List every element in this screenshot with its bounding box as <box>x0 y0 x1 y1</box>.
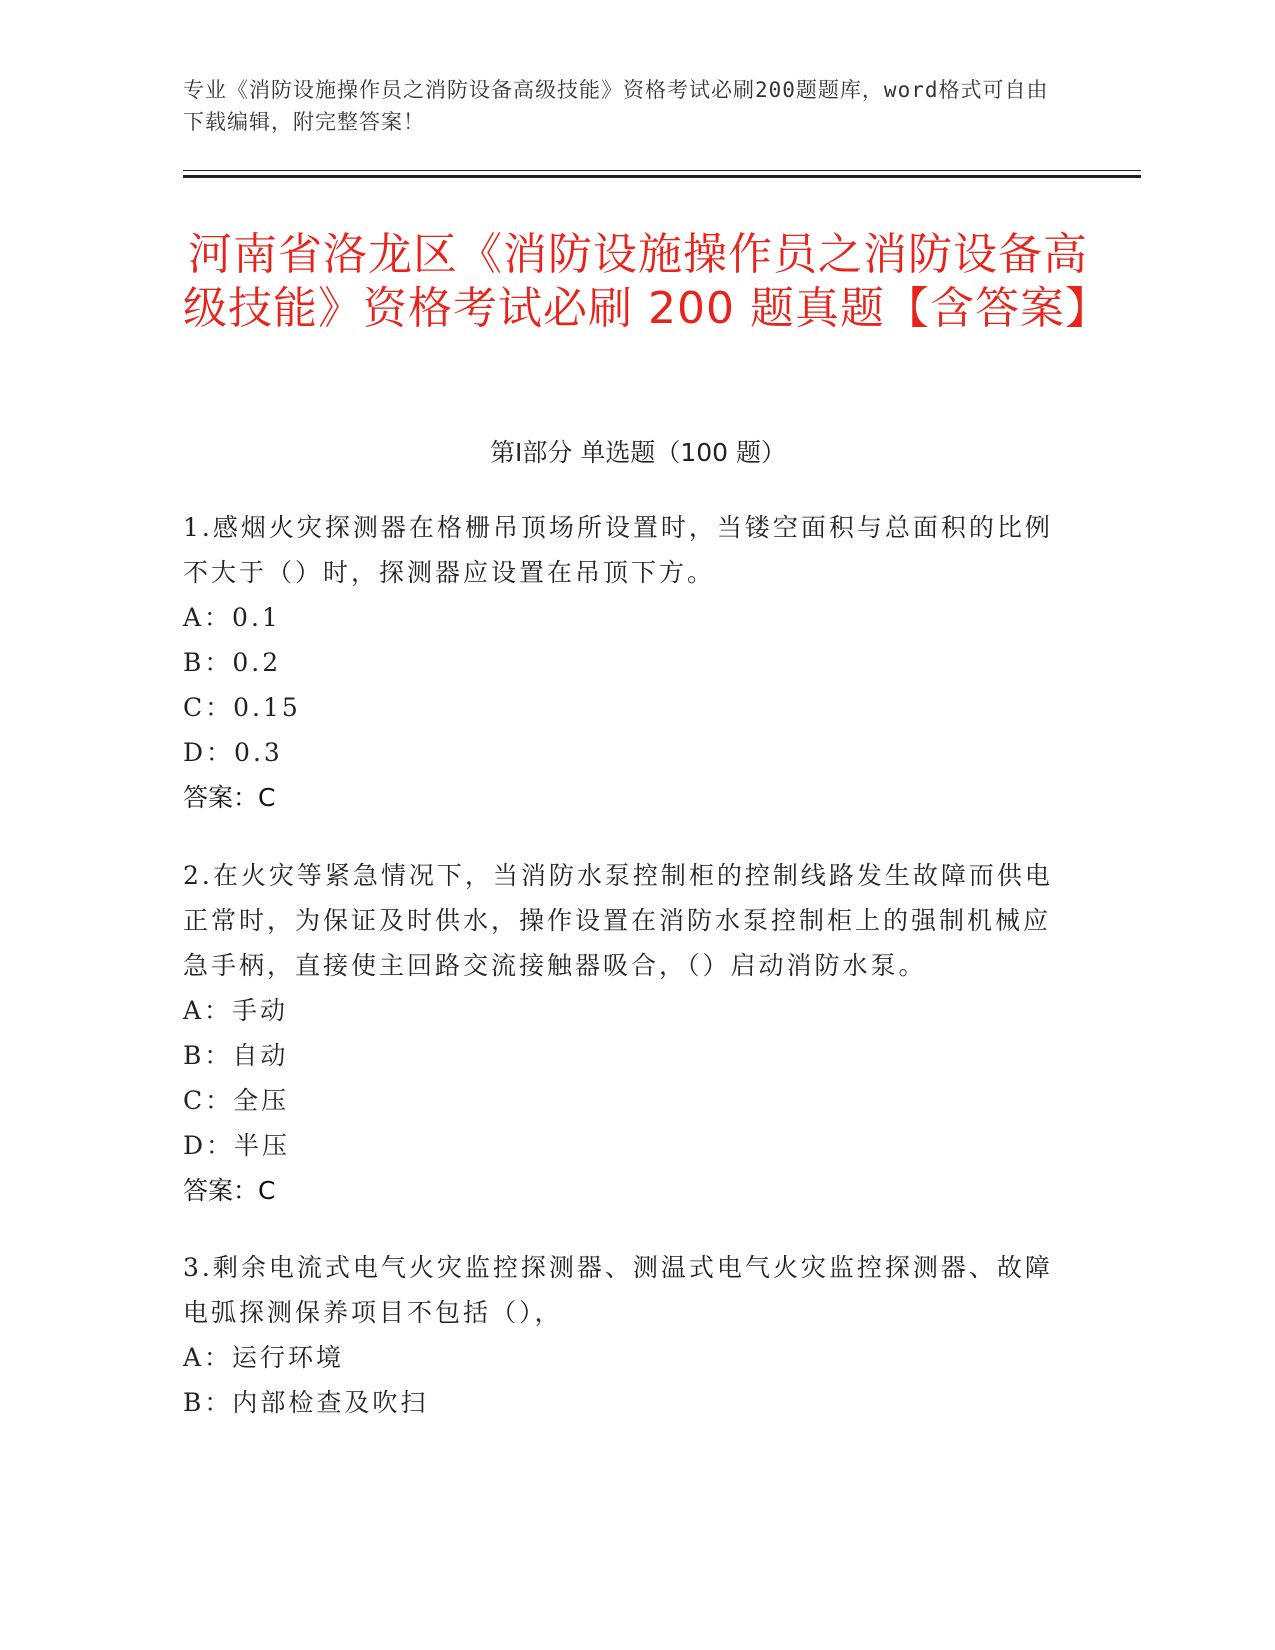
option-b: B：0.2 <box>183 648 282 677</box>
answer: 答案：C <box>183 1176 276 1205</box>
question-2 <box>183 853 1063 1213</box>
option-d: D：0.3 <box>183 738 283 767</box>
question-text: 2.在火灾等紧急情况下，当消防水泵控制柜的控制线路发生故障而供电正常时，为保证及时供水，操作设置在消防水泵控制柜上的强制机械应急手柄，直接使主回路交流接触器吸合，（）启动消防水泵。 <box>183 861 1053 980</box>
document-title: 河南省洛龙区《消防设施操作员之消防设备高级技能》资格考试必刷 200 题真题【含答案】 <box>183 229 1110 334</box>
option-b: B：自动 <box>183 1041 289 1070</box>
option-d: D：半压 <box>183 1131 291 1160</box>
answer: 答案：C <box>183 783 276 812</box>
question-text: 3.剩余电流式电气火灾监控探测器、测温式电气火灾监控探测器、故障电弧探测保养项目不包括（）， <box>183 1253 1053 1327</box>
option-c: C：0.15 <box>183 693 301 722</box>
header-rule-thin <box>183 170 1141 171</box>
option-b: B：内部检查及吹扫 <box>183 1388 429 1417</box>
question-text: 1.感烟火灾探测器在格栅吊顶场所设置时，当镂空面积与总面积的比例不大于（）时，探测器应设置在吊顶下方。 <box>183 513 1053 587</box>
option-c: C：全压 <box>183 1086 290 1115</box>
header-rule-thick <box>183 175 1141 178</box>
section-heading: 第Ⅰ部分 单选题（100 题） <box>490 438 786 467</box>
option-a: A：0.1 <box>183 603 281 632</box>
option-a: A：运行环境 <box>183 1343 345 1372</box>
option-a: A：手动 <box>183 996 289 1025</box>
question-1 <box>183 505 1063 820</box>
header-note: 专业《消防设施操作员之消防设备高级技能》资格考试必刷200题题库，word格式可自由下载编辑，附完整答案！ <box>183 78 1049 134</box>
question-3 <box>183 1245 1063 1425</box>
